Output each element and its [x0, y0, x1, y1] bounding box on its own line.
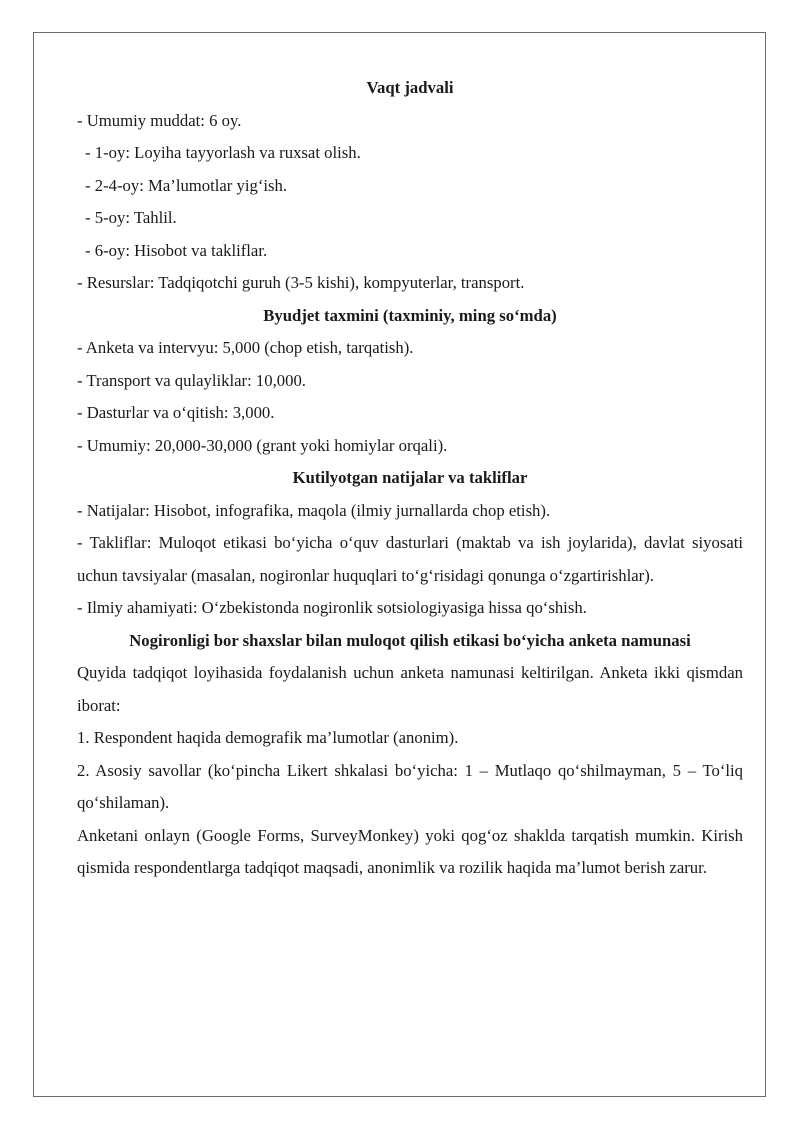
results-heading: Kutilyotgan natijalar va takliflar [292, 468, 528, 487]
document-page [33, 32, 766, 1097]
schedule-heading: Vaqt jadvali [366, 78, 454, 97]
results-item: - Takliflar: Muloqot etikasi bo‘yicha o‘quv dasturlari (maktab va ish joylarida), davlat siyosati uchun tavsiyalar (masalan, nogironlar huquqlari to‘g‘risidagi qonunga o‘zgartirishlar). [77, 533, 743, 585]
budget-item: - Dasturlar va o‘qitish: 3,000. [77, 403, 275, 422]
schedule-item: - 5-oy: Tahlil. [85, 208, 177, 227]
schedule-item: - 2-4-oy: Ma’lumotlar yig‘ish. [85, 175, 288, 195]
budget-item: - Transport va qulayliklar: 10,000. [77, 370, 306, 390]
schedule-item: - 1-oy: Loyiha tayyorlash va ruxsat olish. [85, 143, 361, 162]
page-content [77, 72, 743, 885]
results-item: - Ilmiy ahamiyati: O‘zbekistonda nogironlik sotsiologiyasiga hissa qo‘shish. [77, 598, 587, 617]
results-item: - Natijalar: Hisobot, infografika, maqola (ilmiy jurnallarda chop etish). [77, 500, 551, 520]
survey-heading: Nogironligi bor shaxslar bilan muloqot qilish etikasi bo‘yicha anketa namunasi [129, 630, 691, 650]
budget-item: - Umumiy: 20,000-30,000 (grant yoki homiylar orqali). [77, 435, 448, 455]
survey-paragraph: 1. Respondent haqida demografik ma’lumotlar (anonim). [77, 728, 459, 747]
budget-item: - Anketa va intervyu: 5,000 (chop etish, tarqatish). [77, 338, 414, 357]
survey-paragraph: Anketani onlayn (Google Forms, SurveyMonkey) yoki qog‘oz shaklda tarqatish mumkin. Kirish qismida respondentlarga tadqiqot maqsadi, anonimlik va rozilik haqida ma’lumot berish zarur. [77, 825, 743, 877]
survey-paragraph: 2. Asosiy savollar (ko‘pincha Likert shkalasi bo‘yicha: 1 – Mutlaqo qo‘shilmayman, 5 – To‘liq qo‘shilaman). [77, 760, 743, 812]
schedule-item: - Resurslar: Tadqiqotchi guruh (3-5 kishi), kompyuterlar, transport. [77, 273, 525, 292]
schedule-item: - Umumiy muddat: 6 oy. [77, 110, 242, 130]
schedule-item: - 6-oy: Hisobot va takliflar. [85, 240, 268, 260]
budget-heading: Byudjet taxmini (taxminiy, ming so‘mda) [263, 305, 557, 325]
survey-paragraph: Quyida tadqiqot loyihasida foydalanish uchun anketa namunasi keltirilgan. Anketa ikki qismdan iborat: [77, 663, 743, 715]
